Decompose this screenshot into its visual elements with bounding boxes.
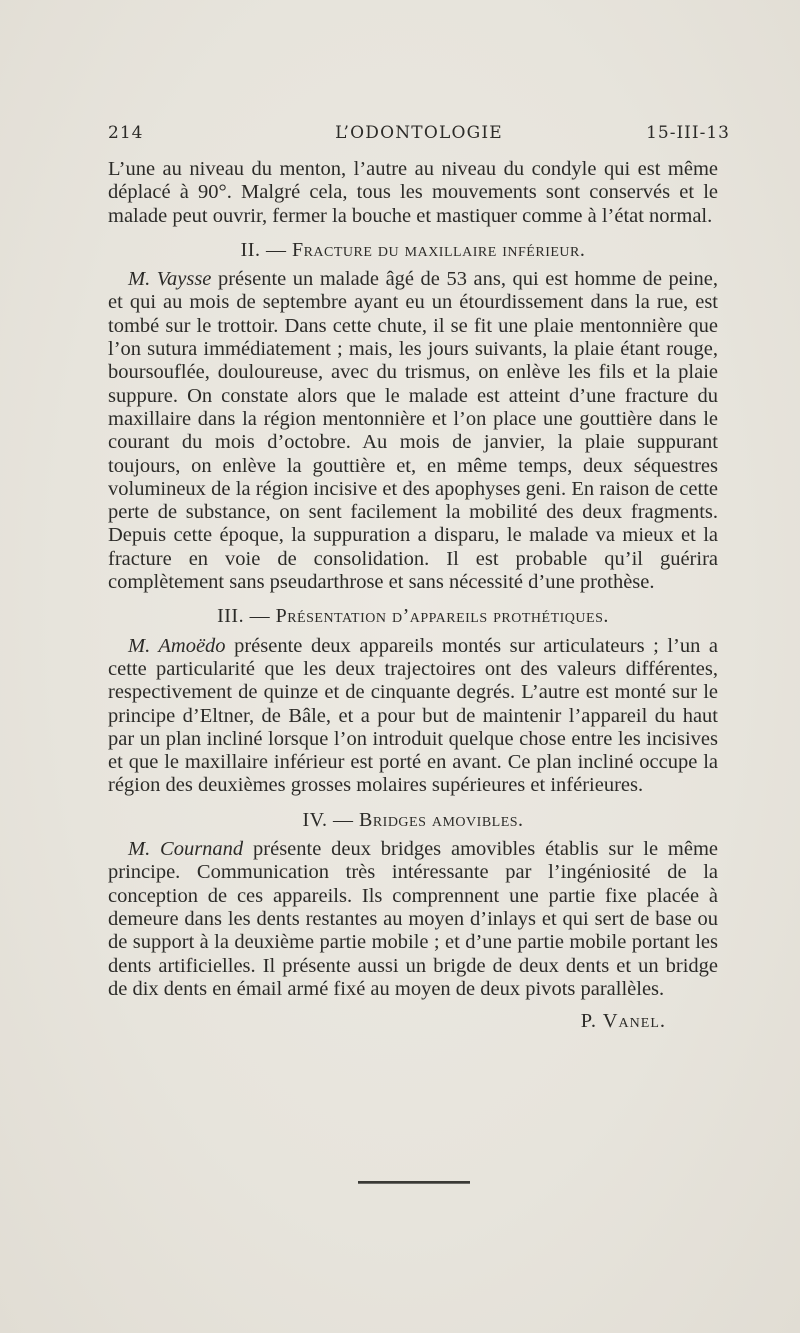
section-paragraph-fracture <box>108 268 718 594</box>
closing-rule <box>358 1181 470 1184</box>
paragraph-text: présente un malade âgé de 53 ans, qui est homme de peine, et qui au mois de septembre ayant eu un étourdissement dans la rue, est tombé sur le trottoir. Dans cette chute, il se fit une plaie mentonnière que l’on sutura immédiatement ; mais, les jours suivants, la plaie étant rouge, boursouflée, douloureuse, avec du trismus, on enlève les fils et la plaie suppure. On constate alors que le malade est atteint d’une fracture du maxillaire dans la région mentonnière et l’on place une gouttière dans le courant du mois d’octobre. Au mois de janvier, la plaie suppurant toujours, on enlève la gouttière et, en même temps, deux séquestres volumineux de la région incisive et des apophyses geni. En raison de cette perte de substance, on sent facilement la mobilité des deux fragments. Depuis cette époque, la suppuration a disparu, le malade va mieux et la fracture en voie de consolidation. Il est probable qu’il guérira complètement sans pseudarthrose et sans nécessité d’une prothèse. <box>108 268 718 594</box>
issue-date: 15-III-13 <box>646 123 730 143</box>
article-body <box>108 158 718 1033</box>
section-paragraph-appareils <box>108 635 718 798</box>
section-title-bridges: IV. — Bridges amovibles. <box>302 808 524 831</box>
page-number: 214 <box>108 123 144 143</box>
running-header <box>108 123 730 149</box>
section-title-fracture: II. — Fracture du maxillaire inférieur. <box>240 238 586 261</box>
speaker-name: M. Vaysse <box>128 268 212 291</box>
section-paragraph-bridges <box>108 838 718 1001</box>
author-signature: P. Vanel. <box>580 1010 666 1033</box>
speaker-name: M. Amoëdo <box>128 634 226 657</box>
journal-title: L’ODONTOLOGIE <box>335 123 503 143</box>
intro-paragraph: L’une au niveau du menton, l’autre au niveau du condyle qui est même déplacé à 90°. Malgré cela, tous les mouvements sont conservés et le malade peut ouvrir, fermer la bouche et mastiquer comme à l’état normal. <box>108 158 718 227</box>
paragraph-text: présente deux appareils montés sur articulateurs ; l’un a cette particularité que les deux trajectoires ont des valeurs différentes, respectivement de quinze et de cinquante degrés. L’autre est monté sur le principe d’Eltner, de Bâle, et a pour but de maintenir l’appareil du haut par un plan incliné lorsque l’on introduit quelque chose entre les incisives et que le maxillaire inférieur est porté en avant. Ce plan incliné occupe la région des deuxièmes grosses molaires supérieures et inférieures. <box>108 634 718 797</box>
speaker-name: M. Cournand <box>128 838 244 861</box>
paragraph-text: présente deux bridges amovibles établis sur le même principe. Communication très intéressante par l’ingéniosité de la conception de ces appareils. Ils comprennent une partie fixe placée à demeure dans les dents restantes au moyen d’inlays et qui sert de base ou de support à la deuxième partie mobile ; et d’une partie mobile portant les dents artificielles. Il présente aussi un brigde de deux dents et un bridge de dix dents en émail armé fixé au moyen de deux pivots parallèles. <box>108 838 718 1000</box>
section-title-appareils: III. — Présentation d’appareils prothétiques. <box>217 605 609 628</box>
